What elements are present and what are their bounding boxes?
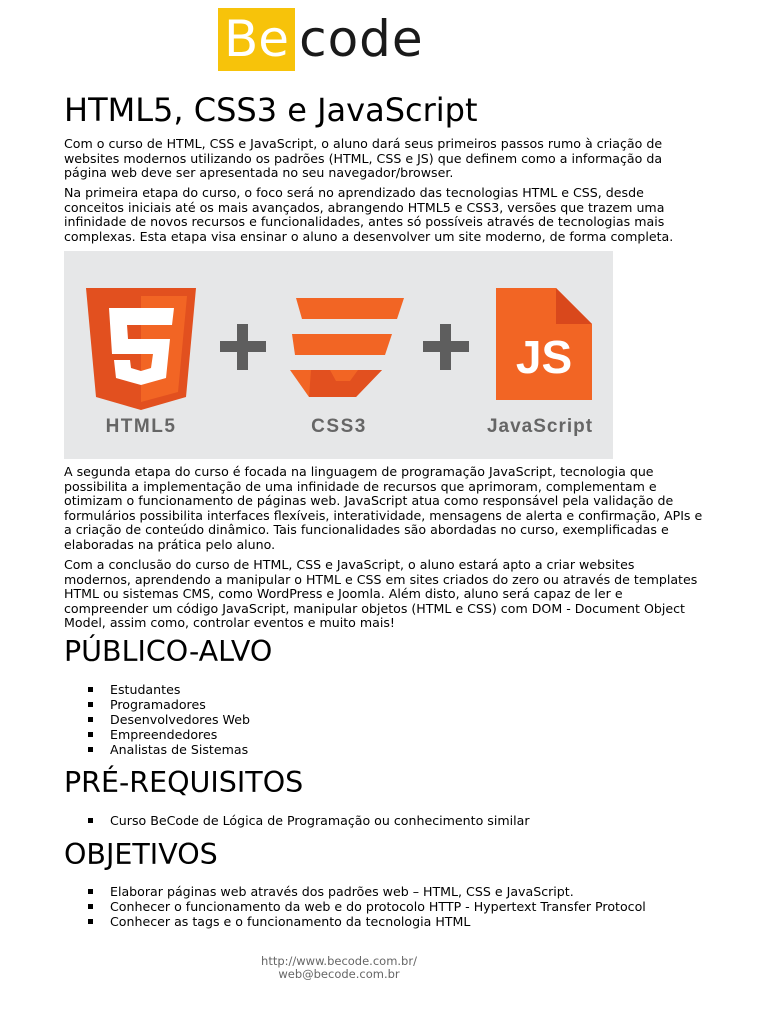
js-badge: JS xyxy=(515,331,573,383)
body-paragraph-1: A segunda etapa do curso é focada na linguagem de programação JavaScript, tecnologia que possibilita a implementação de uma infinidade de recursos que aprimoram, complementam e otimizam o funcionamento de páginas web. JavaScript atua como responsável pela validação de formulários possibilita interfaces flexíveis, interatividade, mensagens de alerta e confirmação, APIs e a criação de conteúdo dinâmico. Tais funcionalidades são abordadas no curso, exemplificadas e elaboradas na prática pelo aluno. xyxy=(64,464,703,552)
objetivos-list xyxy=(64,884,646,929)
css3-label: CSS3 xyxy=(311,416,367,437)
html5-icon xyxy=(86,288,196,410)
logo-code: code xyxy=(299,10,424,68)
list-item: Estudantes xyxy=(64,682,250,697)
footer xyxy=(0,955,678,981)
body-paragraph-2: Com a conclusão do curso de HTML, CSS e JavaScript, o aluno estará apto a criar websites modernos, aprendendo a manipular o HTML e CSS em sites criados do zero ou através de templates HTML ou sistemas CMS, como WordPress e Joomla. Além disto, aluno será capaz de ler e compreender um código JavaScript, manipular objetos (HTML e CSS) com DOM - Document Object Model, assim como, controlar eventos e muito mais! xyxy=(64,557,698,630)
page-title: HTML5, CSS3 e JavaScript xyxy=(64,91,478,129)
prereq-heading: PRÉ-REQUISITOS xyxy=(64,766,304,799)
list-item: Elaborar páginas web através dos padrões web – HTML, CSS e JavaScript. xyxy=(64,884,646,899)
plus-icon-2 xyxy=(423,324,469,370)
list-item: Desenvolvedores Web xyxy=(64,712,250,727)
objetivos-heading: OBJETIVOS xyxy=(64,838,218,871)
list-item: Analistas de Sistemas xyxy=(64,742,250,757)
plus-icon-1 xyxy=(220,324,266,370)
intro-paragraph-2: Na primeira etapa do curso, o foco será no aprendizado das tecnologias HTML e CSS, desde conceitos iniciais até os mais avançados, abrangendo HTML5 e CSS3, versões que trazem uma infinidade de novos recursos e funcionalidades, antes só possíveis através de tecnologias mais complexas. Esta etapa visa ensinar o aluno a desenvolver um site moderno, de forma completa. xyxy=(64,185,674,244)
list-item: Conhecer o funcionamento da web e do protocolo HTTP - Hypertext Transfer Protocol xyxy=(64,899,646,914)
logo-be: Be xyxy=(218,8,295,71)
publico-list xyxy=(64,682,250,757)
footer-url[interactable]: http://www.becode.com.br/ xyxy=(261,954,417,968)
css3-icon xyxy=(290,298,404,397)
list-item: Programadores xyxy=(64,697,250,712)
footer-email[interactable]: web@becode.com.br xyxy=(278,967,400,981)
intro-paragraph-1: Com o curso de HTML, CSS e JavaScript, o aluno dará seus primeiros passos rumo à criação de websites modernos utilizando os padrões (HTML, CSS e JS) que definem como a informação da página web deve ser apresentada no seu navegador/browser. xyxy=(64,136,663,180)
becode-logo xyxy=(218,8,424,71)
technologies-banner xyxy=(64,251,613,459)
html5-label: HTML5 xyxy=(105,416,177,437)
javascript-label: JavaScript xyxy=(486,416,594,437)
list-item: Empreendedores xyxy=(64,727,250,742)
publico-heading: PÚBLICO-ALVO xyxy=(64,635,273,668)
list-item: Conhecer as tags e o funcionamento da tecnologia HTML xyxy=(64,914,646,929)
list-item: Curso BeCode de Lógica de Programação ou conhecimento similar xyxy=(64,813,530,828)
prereq-list xyxy=(64,813,530,828)
